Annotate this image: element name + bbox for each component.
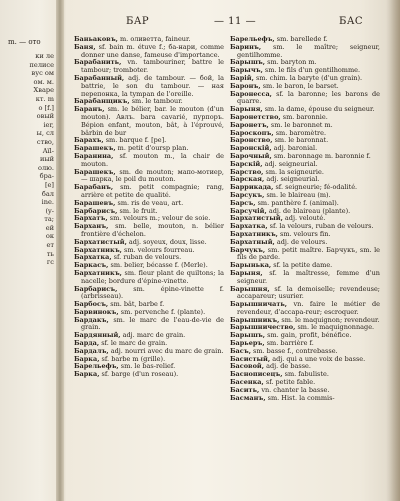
dictionary-entry <box>230 44 380 60</box>
entry-definition: sm. gain, profit, bénéfice. <box>265 331 352 340</box>
entry-headword: Барынька, <box>230 261 272 270</box>
entry-headword: Барабанъ, <box>74 183 114 192</box>
entry-headword: Бархатистый, <box>74 237 127 246</box>
left-page-fragment <box>0 0 56 501</box>
entry-headword: Барчукъ, <box>230 245 266 254</box>
entry-definition: sf. le marc de grain. <box>99 339 168 348</box>
dictionary-entry <box>230 286 380 302</box>
entry-headword: Барсъ, <box>230 198 256 207</box>
entry-headword: Барьеръ, <box>230 339 265 348</box>
entry-definition: sm. le maquignonnage. <box>295 323 375 332</box>
left-page-line: ier, <box>43 120 54 129</box>
entry-headword: Бархатникъ, <box>230 229 278 238</box>
entry-headword: Барханъ, <box>74 222 109 231</box>
entry-definition: sm. belier, bécasse f. (Merle). <box>108 261 208 270</box>
entry-headword: Барская, <box>230 175 265 184</box>
dictionary-entry <box>74 286 224 302</box>
entry-definition: sm. Hist. la commis- <box>265 393 335 402</box>
entry-definition: sm. le baronnat. <box>272 136 329 145</box>
entry-definition: sm. épine-vinette f. (arbrisseau). <box>81 284 224 301</box>
entry-definition: adj. seigneurial. <box>264 175 320 184</box>
page-edge-shadow <box>386 0 400 501</box>
entry-headword: Барышня, <box>230 284 270 293</box>
entry-headword: Барочный, <box>230 151 272 160</box>
entry-definition: adj. de blaireau (plante). <box>266 206 351 215</box>
entry-headword: Барство, <box>230 167 264 176</box>
entry-headword: Бархатникъ, <box>74 245 122 254</box>
entry-definition: sm. le fruit. <box>117 206 158 215</box>
left-page-line: кт. m <box>35 94 54 103</box>
entry-definition: sm. le baronnet m. <box>268 120 333 129</box>
entry-definition: sf. ruban de velours. <box>111 253 182 262</box>
entry-headword: Барыня, <box>230 268 263 277</box>
dictionary-page <box>64 0 386 501</box>
entry-headword: Барышъ, <box>230 331 266 340</box>
entry-definition: sm. chim. la baryte (d'un grain). <box>253 73 363 82</box>
left-page-line: ство, <box>36 137 54 146</box>
entry-headword: Басъ, <box>230 346 251 355</box>
header-right-guideword: БАС <box>339 16 364 27</box>
entry-headword: Баронесса, <box>230 89 272 98</box>
dictionary-entry <box>74 106 224 137</box>
entry-headword: Баронскій, <box>230 144 272 153</box>
entry-headword: Бардалъ, <box>74 346 109 355</box>
left-page-line: бал <box>41 189 54 198</box>
left-page-line: ок <box>45 232 54 241</box>
entry-definition: sm. petit maître. Барчукъ, sm. le fils de parde. <box>237 245 380 262</box>
entry-headword: Бардакъ, <box>74 315 109 324</box>
entry-headword: Баранъ, <box>74 105 105 114</box>
entry-definition: adj. de velours. <box>274 237 328 246</box>
entry-definition: sm. ris de veau, art. <box>115 198 184 207</box>
entry-headword: Барыня, <box>230 105 263 114</box>
entry-headword: Барышникъ, <box>230 315 280 324</box>
entry-definition: sm. barque f. [ре]. <box>103 136 167 145</box>
entry-headword: Барскій, <box>230 159 263 168</box>
entry-definition: sm. barellede f. <box>274 36 328 43</box>
entry-definition: sm. le fils d'un gentilhomme. <box>262 66 361 75</box>
entry-headword: Барашекъ, <box>74 167 116 176</box>
left-page-line: олю. <box>38 163 54 172</box>
entry-headword: Барашекъ, <box>74 144 116 153</box>
entry-definition: vn. tambouriner, battre le tambour; tromboter. <box>81 58 224 75</box>
left-page-lines <box>2 52 54 267</box>
left-page-line: Aïl- <box>42 146 54 155</box>
entry-definition: sm. de mouton; мапо-мотиер, — шарка, le poil du mouton. <box>81 167 224 184</box>
entry-definition: sf. la baronne; les barons de quarre. <box>237 89 380 106</box>
entry-headword: Баронъ, <box>230 81 261 90</box>
entry-headword: Басистый, <box>230 354 271 363</box>
dictionary-entry <box>74 59 224 75</box>
entry-definition: sm. velours fin. <box>277 229 331 238</box>
entry-headword: Баронетъ, <box>230 120 269 129</box>
left-page-line: вус ом <box>31 69 54 78</box>
entry-headword: Баронство, <box>230 136 273 145</box>
entry-definition: adj. qui a une voix de basse. <box>270 354 366 363</box>
dictionary-entry <box>74 169 224 185</box>
dictionary-entry <box>74 371 224 379</box>
entry-headword: Барбарисъ, <box>74 284 118 293</box>
entry-definition: m. оливетта, faineur. <box>117 36 191 43</box>
entry-headword: Барабанить, <box>74 58 122 67</box>
entry-definition: sf. petite fable. <box>263 378 316 387</box>
entry-definition: sm. baryton m. <box>265 58 317 67</box>
entry-definition: m. petit d'oursp plan. <box>115 144 189 153</box>
entry-definition: sf. la maîtresse, femme d'un seigneur. <box>237 268 380 285</box>
entry-definition: sf. la velours, ruban de velours. <box>267 222 374 231</box>
entry-headword: Барельефъ, <box>230 36 275 43</box>
entry-headword: Барка, <box>74 370 100 379</box>
entry-definition: sf. seigneurie; fé-odalité. <box>273 183 358 192</box>
entry-definition: sm. la dame, épouse du seigneur. <box>262 105 375 114</box>
entry-headword: Баринъ, <box>230 42 262 51</box>
entry-definition: sm. bât, barbe f. <box>108 300 165 309</box>
entry-definition: sm. pervenche f. (plante). <box>118 307 206 316</box>
entry-headword: Бархатка, <box>74 253 112 262</box>
entry-definition: sm. baronnage m. baronnie f. <box>271 151 371 160</box>
entry-definition: adj. nourri avec du marc de grain. <box>108 346 224 355</box>
entry-definition: sm. fabuliste. <box>282 370 329 379</box>
left-page-line: пелисе <box>29 60 54 69</box>
entry-definition: adj. de tambour. — бой, la battrie, le son du tambour. — ная перепонка, la tympan de l'oreille. <box>81 73 224 98</box>
entry-definition: sm. velours m.; velour de soie. <box>107 214 211 223</box>
left-page-header: m. — ото <box>8 38 41 46</box>
entry-definition: sm. belle, mouton, n. bélier frontière d'échelon. <box>81 222 224 238</box>
entry-headword: Барвинокъ, <box>74 307 119 316</box>
entry-definition: sm. basse f., contrebasse. <box>250 346 338 355</box>
left-page-line: иый <box>39 155 54 164</box>
entry-headword: Баррикада, <box>230 183 274 192</box>
entry-definition: sm. panthère f. (animal). <box>255 198 339 207</box>
entry-definition: adj. velouté. <box>282 214 326 223</box>
left-page-line: [е] <box>44 180 54 189</box>
left-page-line: ет <box>46 241 54 250</box>
entry-headword: Баранина, <box>74 151 114 160</box>
entry-definition: sf. barge (d'un roseau). <box>99 370 179 379</box>
entry-definition: sm. la seigneurie. <box>263 167 324 176</box>
entry-definition: adj. baronial. <box>271 144 318 153</box>
entry-definition: adj. marc de grain. <box>120 331 186 340</box>
entry-definition: sm. le blaireau (m). <box>264 190 331 199</box>
entry-headword: Барахъ, <box>74 136 104 145</box>
entry-headword: Барбарисъ, <box>74 206 118 215</box>
entry-headword: Барда, <box>74 339 100 348</box>
entry-definition: sf. bain m. étuve f.; ба-нари, comme donner une danse, fameuse d'importance. <box>81 42 224 59</box>
left-page-line: ы, сл <box>36 129 54 138</box>
left-page-line: Хваре <box>33 86 54 95</box>
book-spine <box>56 0 64 501</box>
entry-definition: sm. baronnie. <box>280 112 328 121</box>
dictionary-entry <box>230 247 380 263</box>
entry-headword: Барсукъ, <box>230 190 265 199</box>
entry-headword: Баньаковъ, <box>74 36 118 43</box>
dictionary-entry <box>74 317 224 333</box>
entry-definition: sm. petit compagnie; rang, arrière et petite de qualité. <box>81 183 224 199</box>
entry-headword: Басить, <box>230 385 260 394</box>
left-page-line: ей <box>45 223 54 232</box>
entry-headword: Бароскопъ, <box>230 128 274 137</box>
left-page-line: о [f.] <box>38 103 54 112</box>
entry-headword: Барычъ, <box>230 66 263 75</box>
dictionary-entry <box>74 75 224 98</box>
entry-headword: Баснописецъ, <box>230 370 283 379</box>
dictionary-entry <box>230 91 380 107</box>
entry-headword: Бархатистый, <box>230 214 283 223</box>
entry-definition: adj. de basse. <box>264 362 311 371</box>
entry-headword: Барабанный, <box>74 73 125 82</box>
entry-headword: Басенка, <box>230 378 264 387</box>
left-page-line: ки ле <box>35 52 54 60</box>
left-page-line: гс <box>46 258 54 267</box>
entry-definition: vn. faire le métier de revendeur, d'accapa-reur; escroquer. <box>237 300 380 316</box>
entry-headword: Барышничать, <box>230 300 288 309</box>
dictionary-entry <box>230 301 380 317</box>
entry-headword: Бархатъ, <box>74 214 108 223</box>
entry-headword: Барсучій, <box>230 206 267 215</box>
entry-headword: Бархатникъ, <box>74 268 122 277</box>
entry-headword: Барашевъ, <box>74 198 116 207</box>
left-column <box>74 36 224 501</box>
entry-headword: Барышъ, <box>230 58 266 67</box>
dictionary-entry <box>74 44 224 60</box>
entry-headword: Бархатка, <box>230 222 268 231</box>
left-page-line: бра- <box>39 172 54 181</box>
left-page-line: (y- <box>45 206 54 215</box>
entry-definition: sm. le baron, le barset. <box>260 81 339 90</box>
entry-definition: sm. le marc de l'eau-de-vie de grain. <box>81 315 224 332</box>
entry-definition: sf. barbe m (grille). <box>99 354 166 363</box>
entry-headword: Баня, <box>74 42 96 51</box>
entry-headword: Барка, <box>74 354 100 363</box>
entry-definition: sm. barrière f. <box>264 339 314 348</box>
page-number: — 11 — <box>214 16 257 27</box>
page-header <box>64 16 386 32</box>
entry-headword: Барбосъ, <box>74 300 109 309</box>
entry-headword: Барышничество, <box>230 323 296 332</box>
entry-definition: sf. la petite dame. <box>271 261 333 270</box>
entry-definition: adj. seigneurial. <box>262 159 318 168</box>
entry-definition: adj. soyeux, doux, lisse. <box>126 237 207 246</box>
entry-headword: Баронетство, <box>230 112 281 121</box>
entry-headword: Барабанщикъ, <box>74 97 130 106</box>
dictionary-entry <box>74 184 224 200</box>
left-page-line: ine. <box>41 198 54 207</box>
left-page-line: овый <box>36 112 54 121</box>
entry-definition: vn. chanter la basse. <box>259 385 330 394</box>
entry-headword: Басовой, <box>230 362 264 371</box>
left-page-line: ть <box>46 249 54 258</box>
entry-definition: sm. le bas-relief. <box>118 362 176 371</box>
header-left-guideword: БАР <box>126 16 150 27</box>
dictionary-entry <box>74 223 224 239</box>
entry-headword: Басманъ, <box>230 393 266 402</box>
dictionary-entry <box>74 153 224 169</box>
entry-headword: Бардянный, <box>74 331 121 340</box>
entry-definition: sm. velours fourreau. <box>121 245 195 254</box>
entry-headword: Барельефъ, <box>74 362 119 371</box>
entry-headword: Барій, <box>230 73 254 82</box>
right-column <box>230 36 380 501</box>
entry-definition: sf. la demoiselle; revendeuse; accapareur; usurier. <box>237 284 380 301</box>
left-page-line: ом. м. <box>33 77 54 86</box>
entry-headword: Бархатный, <box>230 237 275 246</box>
entry-definition: sm. le tambour. <box>129 97 183 106</box>
entry-definition: sm. le bélier, bar. le mouton (d'un mouton). Aвлъ. bara cavarié, пурпоръ. Bépion enfant, mouton, bât, à l'éprouvé, bârbin de bur <box>81 105 224 137</box>
left-page-line: та; <box>44 215 54 224</box>
entry-definition: sm. fleur plant de quiltons; la nacelle; bordure d'épine-vinette. <box>81 268 224 285</box>
dictionary-entry <box>230 395 380 403</box>
entry-headword: Баркасъ, <box>74 261 109 270</box>
entry-definition: sf. mouton m., la chair de mouton. <box>81 151 224 168</box>
entry-definition: sm. baromètre. <box>273 128 327 137</box>
entry-definition: sm. le maquignon; revendeur. <box>279 315 380 324</box>
dictionary-entry <box>74 270 224 286</box>
entry-definition: sm. le maître; seigneur, gentilhomme. <box>237 42 380 59</box>
dictionary-entry <box>230 270 380 286</box>
